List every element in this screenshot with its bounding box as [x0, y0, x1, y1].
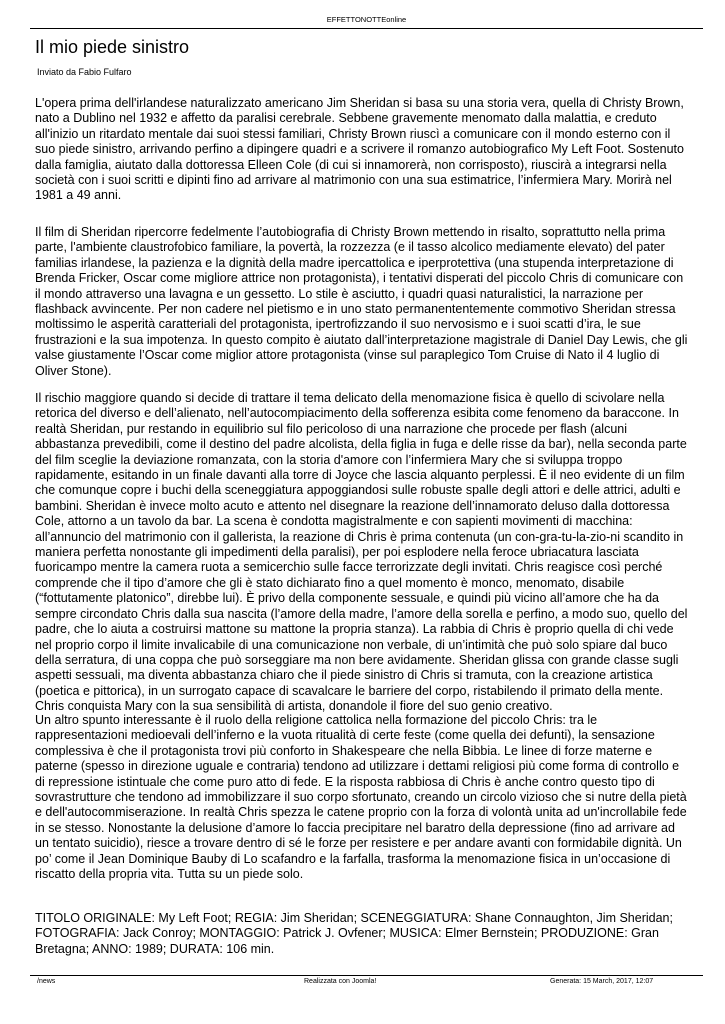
footer-path: /news [37, 978, 56, 985]
article-paragraph-3: Il rischio maggiore quando si decide di trattare il tema delicato della menomazione fisica è quello di scivolare nella retorica del diverso e dell’alienato, nell’autocompiacimento della sofferenza esibita come fenomeno da baraccone. In realtà Sheridan, pur restando in equilibrio sul filo pericoloso di una narrazione che procede per flash (alcuni abbastanza prevedibili, come il destino del padre alcolista, della figlia in fuga e delle risse da bar), nella seconda parte del film sceglie la deviazione romanzata, con la storia d'amore con l’infermiera Mary che si sviluppa troppo rapidamente, esitando in un finale davanti alla torre di Joyce che lascia alquanto perplessi. È il neo evidente di un film che comunque copre i buchi della sceneggiatura appoggiandosi sulle robuste spalle degli attori e delle attrici, adulti e bambini. Sheridan è invece molto acuto e attento nel disegnare la reazione dell’innamorato deluso dalla dottoressa Cole, attorno a un tavolo da bar. La scena è condotta magistralmente e con sapienti movimenti di macchina: all’annuncio del matrimonio con il gallerista, la reazione di Chris è prima contenuta (un con-gra-tu-la-zio-ni scandito in maniera perfetta nonostante gli impedimenti della paralisi), per poi esplodere nella feroce ubriacatura lasciata fuoricampo mentre la camera ruota a semicerchio sulle facce terrorizzate degli invitati. Chris reagisce così perché comprende che il tipo d’amore che gli è stato dichiarato fino a quel momento è monco, menomato, disabile (“fottutamente platonico”, direbbe lui). È privo della componente sessuale, e quindi più vicino all’amore che ha da sempre circondato Chris dalla sua nascita (l’amore della madre, l’amore della sorella e perfino, a modo suo, quello del padre, che lo aiuta a costruirsi mattone su mattone la propria stanza). La rabbia di Chris è proprio quella di chi vede nel proprio corpo il limite invalicabile di una comunicazione non verbale, di un’intimità che può solo spiare dal buco della serratura, di una coppa che può sorseggiare ma non bere avidamente. Sheridan glissa con grande classe sugli aspetti sessuali, ma diventa abbastanza chiaro che il piede sinistro di Chris si tramuta, con la creazione artistica (poetica e pittorica), in un surrogato capace di scavalcare le barriere del corpo, ristabilendo il primato della mente. Chris conquista Mary con la sua sensibilità di artista, donandole il fiore del suo genio creativo. [35, 391, 688, 714]
article-byline: Inviato da Fabio Fulfaro [37, 67, 132, 77]
footer-divider [30, 975, 703, 976]
article-paragraph-2: Il film di Sheridan ripercorre fedelmente l’autobiografia di Christy Brown mettendo in risalto, soprattutto nella prima parte, l'ambiente claustrofobico familiare, la povertà, la rozzezza (e il tasso alcolico mediamente elevato) del pater familias irlandese, la pazienza e la dignità della madre ipercattolica e iperprotettiva (una stupenda interpretazione di Brenda Fricker, Oscar come migliore attrice non protagonista), i tentativi disperati del piccolo Chris di comunicare con il mondo attraverso una lavagna e un gessetto. Lo stile è asciutto, i quadri quasi naturalistici, la narrazione per flashback avvincente. Per non cadere nel pietismo e in uno stato permanententemente commotivo Sheridan stressa moltissimo le asperità caratteriali del protagonista, ipertrofizzando il suo nervosismo e i suoi scatti d’ira, le sue frustrazioni e la sua impotenza. In questo compito è aiutato dall’interpretazione magistrale di Daniel Day Lewis, che gli valse giustamente l’Oscar come miglior attore protagonista (vinse sul paraplegico Tom Cruise di Nato il 4 luglio di Oliver Stone). [35, 225, 688, 378]
footer-powered-by: Realizzata con Joomla! [304, 978, 377, 985]
article-paragraph-1: L'opera prima dell'irlandese naturalizzato americano Jim Sheridan si basa su una storia vera, quella di Christy Brown, nato a Dublino nel 1932 e affetto da paralisi cerebrale. Sebbene gravemente menomato dalla malattia, e creduto all'inizio un ritardato mentale dai suoi stessi familiari, Christy Brown riuscì a comunicare con il mondo esterno con il suo piede sinistro, arrivando perfino a dipingere quadri e a scrivere il romanzo autobiografico My Left Foot. Sostenuto dalla famiglia, aiutato dalla dottoressa Elleen Cole (di cui si innamorerà, non corrisposto), riuscirà a integrarsi nella società con i suoi scritti e dipinti fino ad arrivare al matrimonio con una sua estimatrice, l’infermiera Mary. Morirà nel 1981 a 49 anni. [35, 96, 684, 203]
site-name: EFFETTONOTTEonline [326, 15, 407, 24]
article-paragraph-4: Un altro spunto interessante è il ruolo della religione cattolica nella formazione del piccolo Chris: tra le rappresentazioni medioevali dell’inferno e la vuota ritualità di certe feste (come quella dei defunti), la sensazione complessiva è che il protagonista trovi più conforto in Shakespeare che nella Bibbia. Le linee di forze materne e paterne (spesso in direzione uguale e contraria) tendono ad utilizzare i dettami religiosi più come forma di controllo e di repressione istintuale che come puro atto di fede. E la risposta rabbiosa di Chris è anche contro questo tipo di sovrastrutture che tendono ad immobilizzare il suo corpo sfortunato, creando un circolo vizioso che si nutre della pietà e dell'autocommiserazione. In realtà Chris spezza le catene proprio con la forza di volontà unita ad un'incrollabile fede in se stesso. Nonostante la delusione d’amore lo faccia precipitare nel baratro della depressione (fino ad arrivare ad un tentato suicidio), riesce a trovare dentro di sé le forze per resistere e per andare avanti con formidabile dignità. Un po’ come il Jean Dominique Bauby di Lo scafandro e la farfalla, trasforma la menomazione fisica in un’occasione di riscatto della propria vita. Tutta su un piede solo. [35, 713, 687, 882]
article-credits: TITOLO ORIGINALE: My Left Foot; REGIA: Jim Sheridan; SCENEGGIATURA: Shane Connaughton, Jim Sheridan; FOTOGRAFIA: Jack Conroy; MONTAGGIO: Patrick J. Ovfener; MUSICA: Elmer Bernstein; PRODUZIONE: Gran Bretagna; ANNO: 1989; DURATA: 106 min. [35, 911, 673, 956]
footer-generated-date: Generata: 15 March, 2017, 12:07 [550, 978, 654, 985]
article-title: Il mio piede sinistro [35, 37, 190, 57]
header-divider [30, 28, 703, 29]
